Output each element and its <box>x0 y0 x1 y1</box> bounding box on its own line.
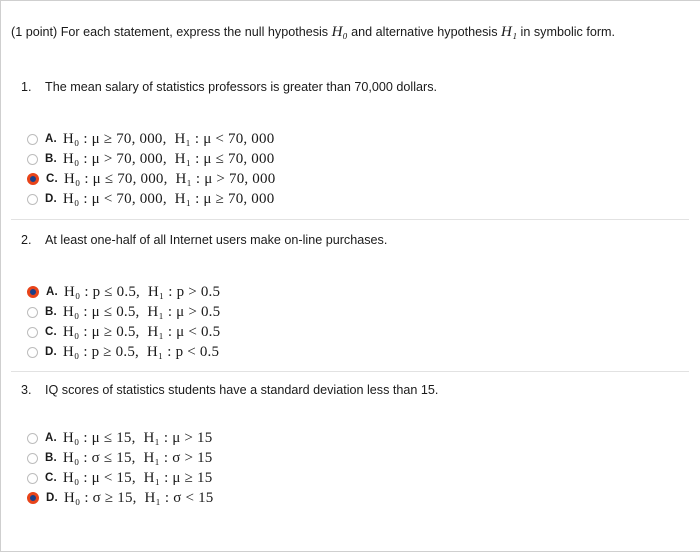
h1-symbol: H₁ <box>501 24 518 40</box>
divider <box>11 371 689 372</box>
radio-button-selected[interactable] <box>27 173 39 185</box>
question-1-option-b[interactable] <box>27 149 275 169</box>
option-expression: H₀ : μ > 70, 000, H₁ : μ ≤ 70, 000 <box>62 150 275 167</box>
question-3-options <box>27 428 213 508</box>
problem-instructions <box>11 22 681 43</box>
question-2-option-a[interactable] <box>27 282 220 302</box>
question-number: 2. <box>21 233 32 247</box>
option-letter: B. <box>45 153 57 165</box>
h0-symbol: H₀ <box>331 24 348 40</box>
option-letter: C. <box>45 326 57 338</box>
option-expression: H₀ : μ ≤ 15, H₁ : μ > 15 <box>62 429 213 446</box>
radio-button[interactable] <box>27 134 38 145</box>
option-expression: H₀ : μ ≤ 0.5, H₁ : μ > 0.5 <box>62 303 221 320</box>
instructions-text-c: in symbolic form. <box>517 25 616 39</box>
option-expression: H₀ : p ≥ 0.5, H₁ : p < 0.5 <box>62 343 220 360</box>
radio-button[interactable] <box>27 453 38 464</box>
question-2-options <box>27 282 220 362</box>
question-number: 3. <box>21 383 32 397</box>
option-letter: C. <box>46 173 58 185</box>
question-number: 1. <box>21 80 32 94</box>
question-text: IQ scores of statistics students have a standard deviation less than 15. <box>45 383 439 397</box>
option-letter: D. <box>45 193 57 205</box>
option-expression: H₀ : μ ≤ 70, 000, H₁ : μ > 70, 000 <box>63 170 276 187</box>
question-2-option-d[interactable] <box>27 342 220 362</box>
option-expression: H₀ : μ < 15, H₁ : μ ≥ 15 <box>62 469 213 486</box>
radio-button[interactable] <box>27 473 38 484</box>
option-letter: C. <box>45 472 57 484</box>
option-letter: A. <box>45 133 57 145</box>
option-letter: B. <box>45 452 57 464</box>
question-2-option-c[interactable] <box>27 322 220 342</box>
radio-button-selected[interactable] <box>27 286 39 298</box>
option-expression: H₀ : p ≤ 0.5, H₁ : p > 0.5 <box>63 283 221 300</box>
question-3-option-c[interactable] <box>27 468 213 488</box>
option-letter: A. <box>46 286 58 298</box>
question-1-prompt <box>21 79 437 95</box>
option-letter: B. <box>45 306 57 318</box>
radio-button[interactable] <box>27 433 38 444</box>
option-letter: D. <box>45 346 57 358</box>
radio-button[interactable] <box>27 307 38 318</box>
instructions-text-a: (1 point) For each statement, express the null hypothesis <box>11 25 332 39</box>
option-expression: H₀ : μ ≥ 0.5, H₁ : μ < 0.5 <box>62 323 221 340</box>
instructions-text-b: and alternative hypothesis <box>347 25 501 39</box>
question-3-option-b[interactable] <box>27 448 213 468</box>
radio-button-selected[interactable] <box>27 492 39 504</box>
radio-button[interactable] <box>27 327 38 338</box>
question-2-prompt <box>21 232 387 248</box>
option-expression: H₀ : σ ≥ 15, H₁ : σ < 15 <box>63 489 214 506</box>
radio-button[interactable] <box>27 347 38 358</box>
option-expression: H₀ : μ < 70, 000, H₁ : μ ≥ 70, 000 <box>62 190 275 207</box>
radio-button[interactable] <box>27 194 38 205</box>
question-1-option-d[interactable] <box>27 189 275 209</box>
question-text: The mean salary of statistics professors is greater than 70,000 dollars. <box>45 80 437 94</box>
question-3-option-a[interactable] <box>27 428 213 448</box>
option-expression: H₀ : σ ≤ 15, H₁ : σ > 15 <box>62 449 213 466</box>
question-3-option-d[interactable] <box>27 488 213 508</box>
divider <box>11 219 689 220</box>
question-3-prompt <box>21 382 438 398</box>
option-letter: D. <box>46 492 58 504</box>
question-2-option-b[interactable] <box>27 302 220 322</box>
question-1-options <box>27 129 275 209</box>
question-text: At least one-half of all Internet users make on-line purchases. <box>45 233 388 247</box>
question-1-option-a[interactable] <box>27 129 275 149</box>
question-1-option-c[interactable] <box>27 169 275 189</box>
option-expression: H₀ : μ ≥ 70, 000, H₁ : μ < 70, 000 <box>62 130 275 147</box>
option-letter: A. <box>45 432 57 444</box>
radio-button[interactable] <box>27 154 38 165</box>
